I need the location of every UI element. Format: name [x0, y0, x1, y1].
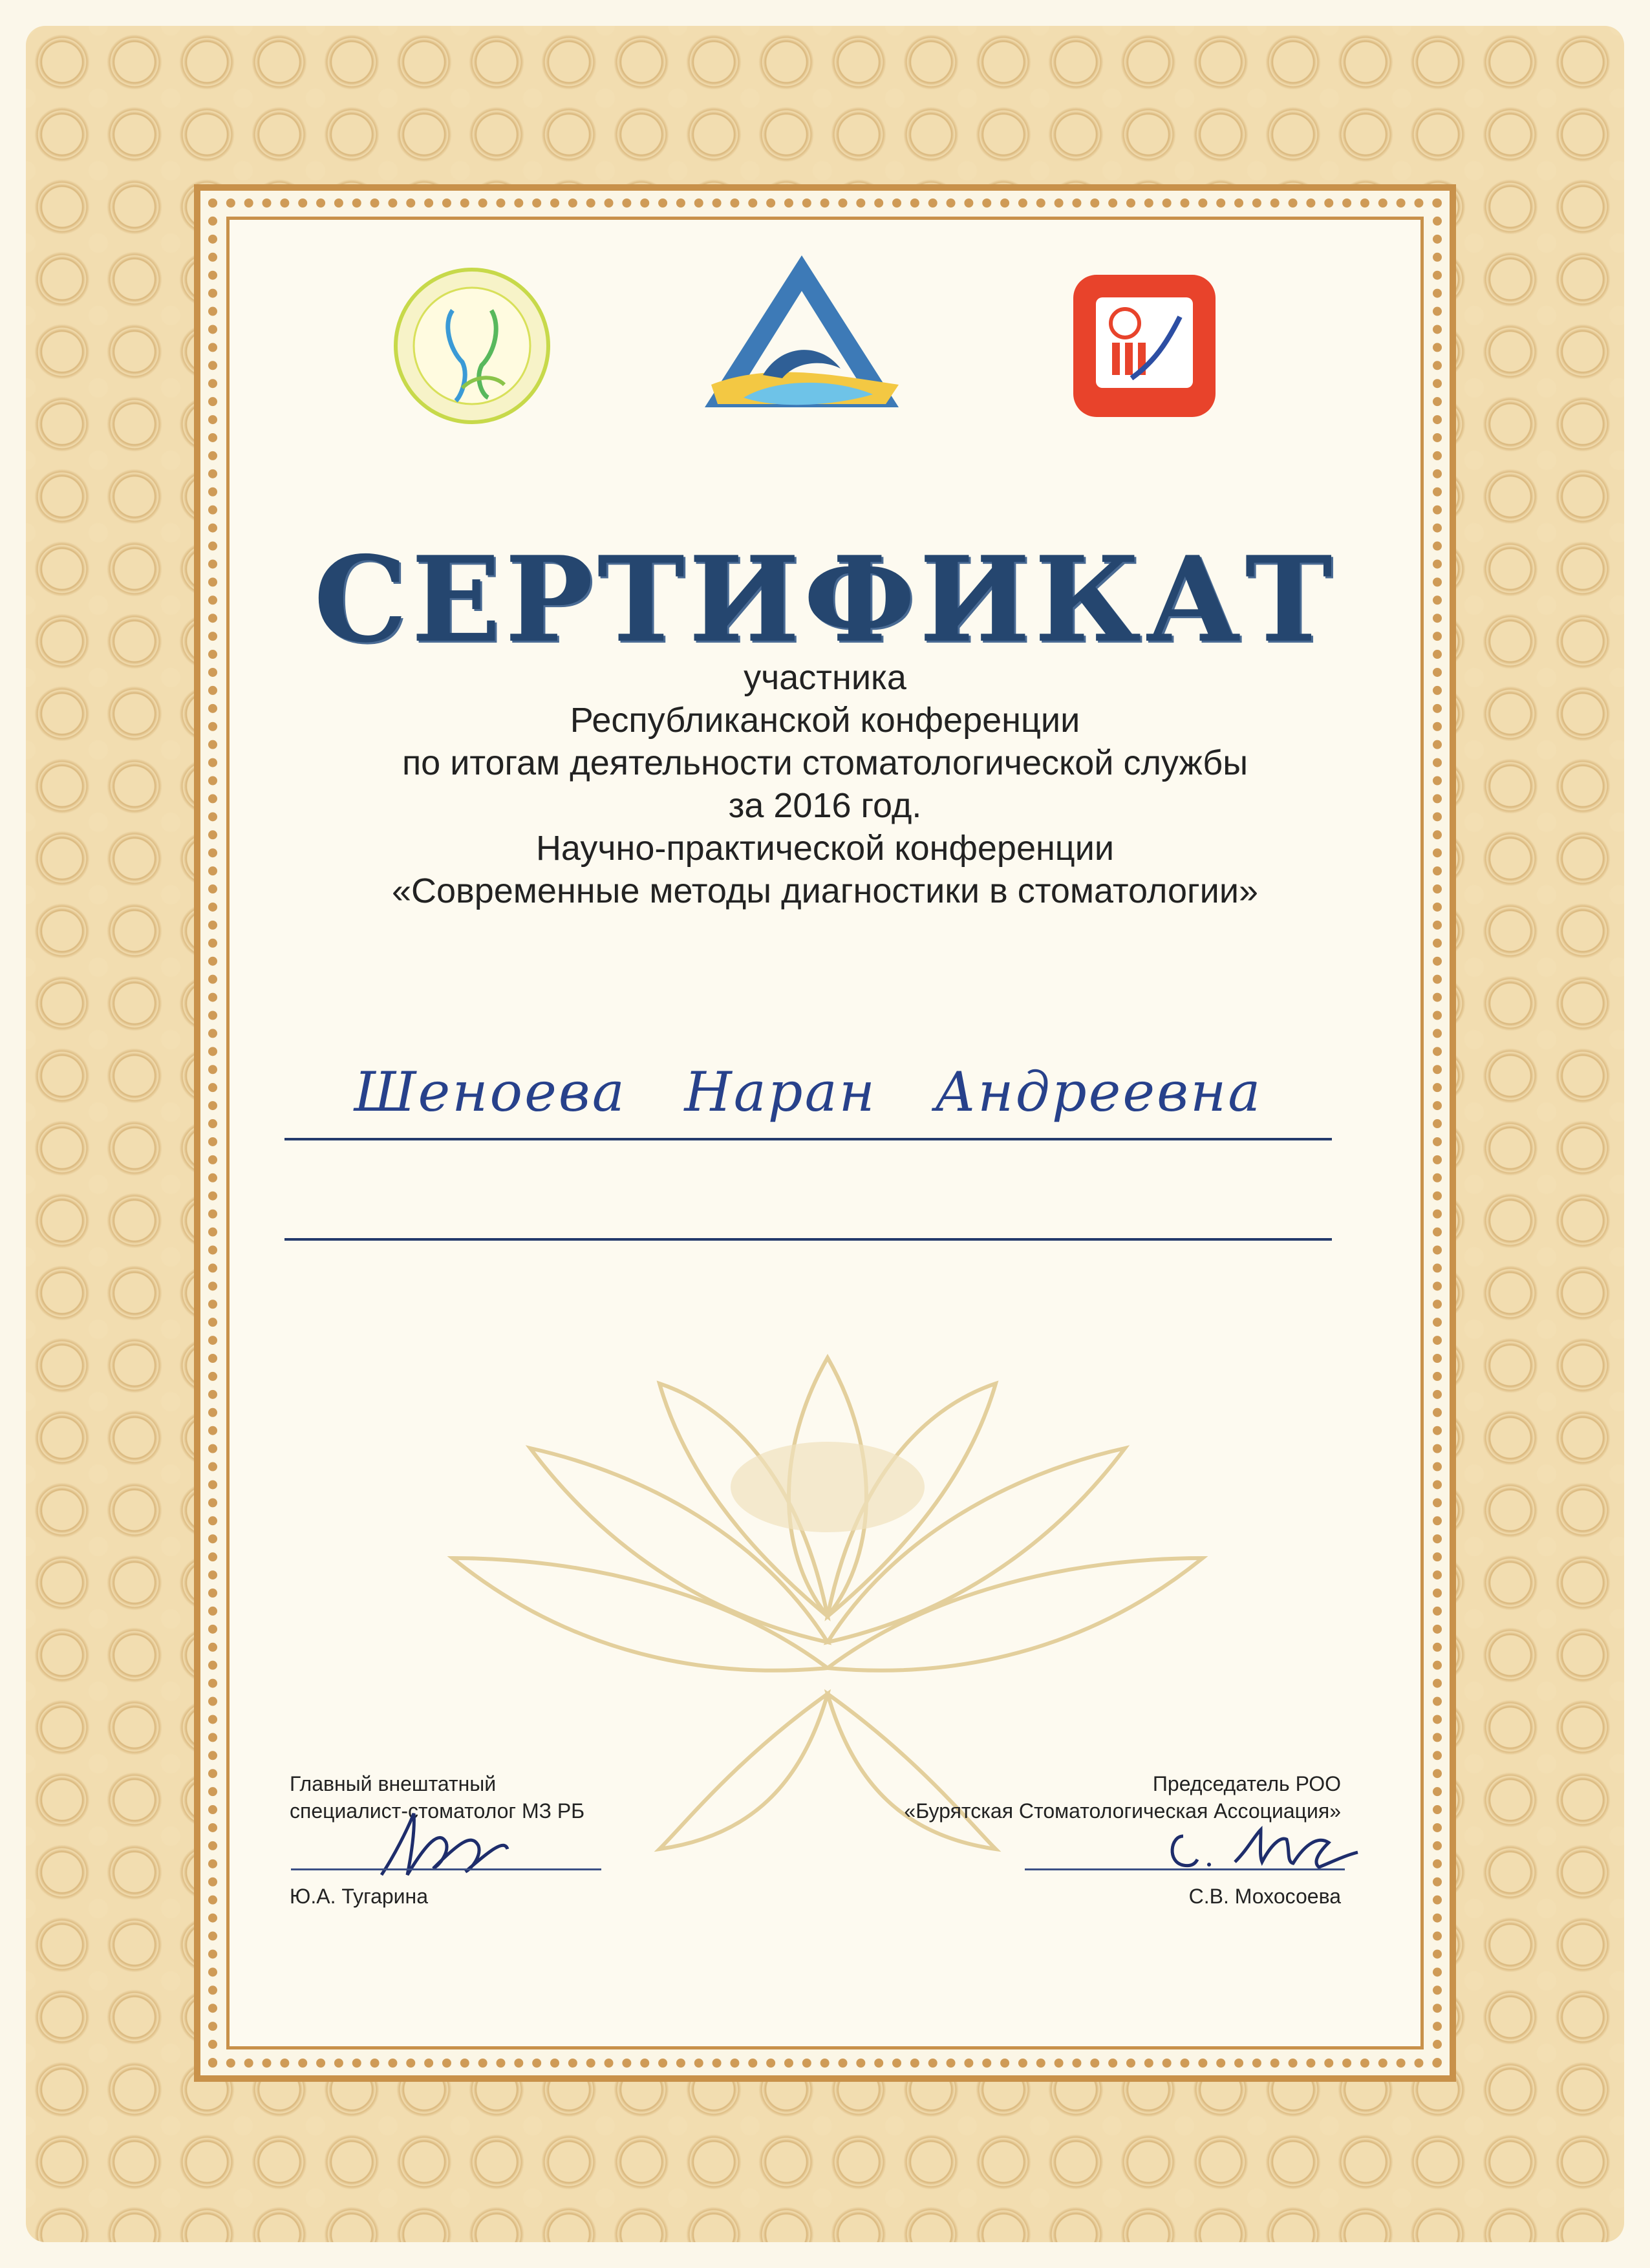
recipient-name: Шеноева Наран Андреевна: [354, 1060, 1263, 1124]
text-line: участника: [744, 658, 906, 697]
left-signatory-name: Ю.А. Тугарина: [290, 1885, 428, 1908]
left-signatory-title: Главный внештатный специалист-стоматолог МЗ РБ: [290, 1772, 585, 1823]
name-underline-blank: [284, 1238, 1332, 1241]
dental-clinic-logo: [391, 265, 553, 427]
right-signatory-title: Председатель РОО «Бурятская Стоматологическая Ассоциация»: [904, 1772, 1341, 1823]
text-line: Научно-практической конференции: [535, 829, 1115, 868]
name-underline: [284, 1138, 1332, 1140]
association-logo: [1070, 272, 1219, 420]
text-line: Республиканской конференции: [570, 701, 1080, 740]
right-signature: [1157, 1817, 1371, 1875]
right-signature-line: [1025, 1868, 1345, 1870]
certificate-title: СЕРТИФИКАТ: [314, 530, 1336, 669]
left-signature: [369, 1804, 517, 1888]
certificate-text: [226, 656, 1424, 912]
triangle-wave-logo: [692, 246, 912, 440]
right-signatory-name: С.В. Мохосоева: [1188, 1885, 1341, 1908]
text-line: по итогам деятельности стоматологической службы: [402, 744, 1248, 782]
left-signature-line: [291, 1868, 601, 1870]
text-line: за 2016 год.: [728, 786, 922, 825]
text-line: «Современные методы диагностики в стоматологии»: [391, 872, 1259, 910]
